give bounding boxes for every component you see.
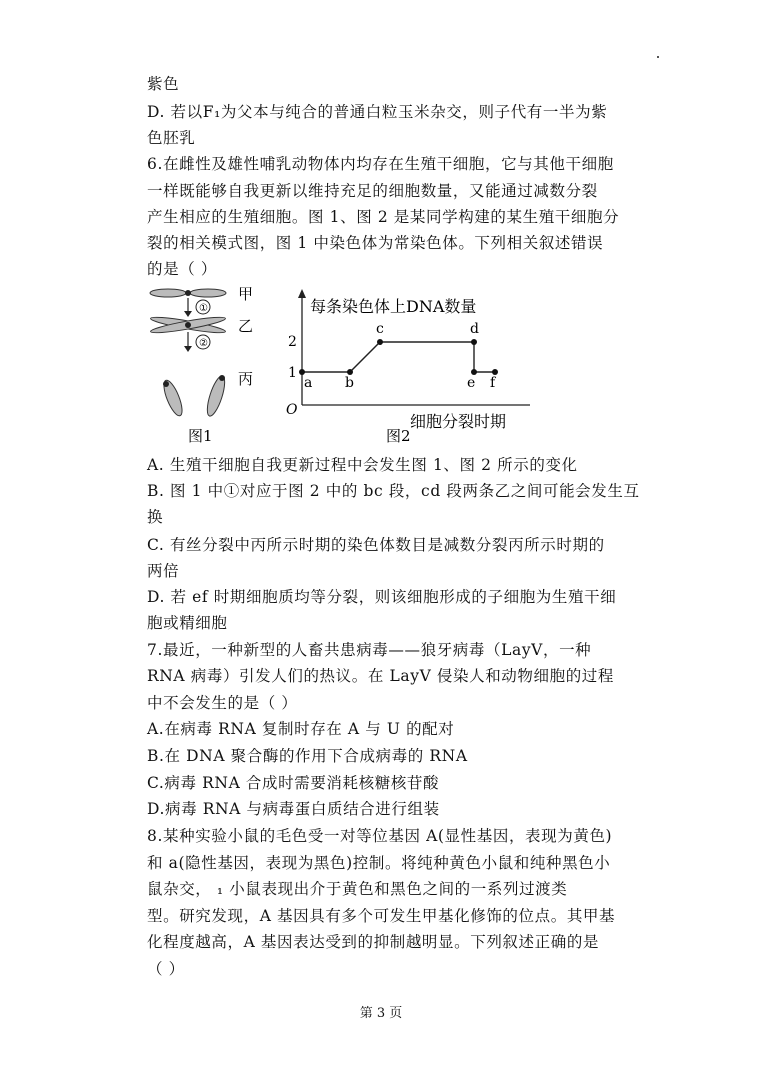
y-tick-2: 2 <box>288 334 297 350</box>
figure-1 <box>150 285 253 445</box>
point-d <box>471 339 477 345</box>
text-line: 换 <box>147 508 164 526</box>
step-1-label: ① <box>199 303 208 314</box>
option-6a: A. 生殖干细胞自我更新过程中会发生图 1、图 2 所示的变化 <box>147 456 578 474</box>
question-8-stem: 8.某种实验小鼠的毛色受一对等位基因 A(显性基因，表现为黄色) <box>147 827 613 845</box>
y-tick-1: 1 <box>288 365 297 381</box>
text-line: RNA 病毒）引发人们的热议。在 LayV 侵染人和动物细胞的过程 <box>147 667 614 685</box>
question-6-stem: 6.在雌性及雄性哺乳动物体内均存在生殖干细胞，它与其他干细胞 <box>147 155 614 173</box>
y-axis-label: 每条染色体上DNA数量 <box>310 297 477 316</box>
text-line: （ ） <box>147 960 185 978</box>
figure-2 <box>286 289 530 445</box>
chromosome-jia-left <box>150 289 186 297</box>
point-label-d: d <box>470 321 479 337</box>
label-bing: 丙 <box>238 370 254 388</box>
text-line: 中不会发生的是（ ） <box>147 694 298 712</box>
step-2-label: ② <box>199 338 208 349</box>
page-number: 第 3 页 <box>359 1006 403 1021</box>
point-label-e: e <box>467 375 476 391</box>
option-7c: C.病毒 RNA 合成时需要消耗核糖核苷酸 <box>147 774 440 792</box>
option-7b: B.在 DNA 聚合酶的作用下合成病毒的 RNA <box>147 747 468 765</box>
point-label-c: c <box>376 321 384 337</box>
figure-2-caption: 图2 <box>386 427 411 445</box>
centromere <box>163 381 169 387</box>
text-line: 产生相应的生殖细胞。图 1、图 2 是某同学构建的某生殖干细胞分 <box>147 208 620 226</box>
chromatid-right <box>204 374 228 418</box>
text-line: 鼠杂交， ₁ 小鼠表现出介于黄色和黑色之间的一系列过渡类 <box>147 880 568 898</box>
text-line: 型。研究发现，A 基因具有多个可发生甲基化修饰的位点。其甲基 <box>147 907 616 925</box>
origin-label: O <box>286 402 298 418</box>
label-jia: 甲 <box>238 285 254 303</box>
x-axis-label: 细胞分裂时期 <box>410 412 507 431</box>
centromere <box>185 290 191 296</box>
point-c <box>377 339 383 345</box>
point-label-b: b <box>345 375 354 391</box>
chromosome-jia-right <box>190 289 226 297</box>
corner-mark <box>657 56 659 58</box>
centromere <box>219 375 225 381</box>
point-label-a: a <box>304 375 313 391</box>
text-line: 两倍 <box>147 562 180 580</box>
text-line: 的是（ ） <box>147 260 217 278</box>
figure-1-caption: 图1 <box>188 427 213 445</box>
text-line: 裂的相关模式图，图 1 中染色体为常染色体。下列相关叙述错误 <box>147 234 604 252</box>
option-6d: D. 若 ef 时期细胞质均等分裂，则该细胞形成的子细胞为生殖干细 <box>147 588 617 606</box>
text-line: 紫色 <box>147 75 180 93</box>
option-6c: C. 有丝分裂中丙所示时期的染色体数目是减数分裂丙所示时期的 <box>147 536 605 554</box>
figures <box>140 280 540 450</box>
text-line: 色胚乳 <box>147 129 196 147</box>
arrow-2-head <box>184 346 192 352</box>
text-line: 胞或精细胞 <box>147 614 228 632</box>
label-yi: 乙 <box>238 317 254 335</box>
point-label-f: f <box>490 375 496 391</box>
arrow-1-head <box>184 311 192 317</box>
option-7a: A.在病毒 RNA 复制时存在 A 与 U 的配对 <box>147 720 455 738</box>
text-line: D. 若以F₁为父本与纯合的普通白粒玉米杂交，则子代有一半为紫 <box>147 103 608 121</box>
option-6b: B. 图 1 中①对应于图 2 中的 bc 段，cd 段两条乙之间可能会发生互 <box>147 482 640 500</box>
text-line: 一样既能够自我更新以维持充足的细胞数量，又能通过减数分裂 <box>147 182 598 200</box>
dna-curve <box>302 342 495 372</box>
text-line: 化程度越高，A 基因表达受到的抑制越明显。下列叙述正确的是 <box>147 933 600 951</box>
text-line: 和 a(隐性基因，表现为黑色)控制。将纯种黄色小鼠和纯种黑色小 <box>147 854 611 872</box>
question-7-stem: 7.最近，一种新型的人畜共患病毒——狼牙病毒（LayV，一种 <box>147 641 592 659</box>
option-7d: D.病毒 RNA 与病毒蛋白质结合进行组装 <box>147 800 440 818</box>
y-axis-arrow <box>298 289 306 298</box>
centromere <box>185 322 191 328</box>
